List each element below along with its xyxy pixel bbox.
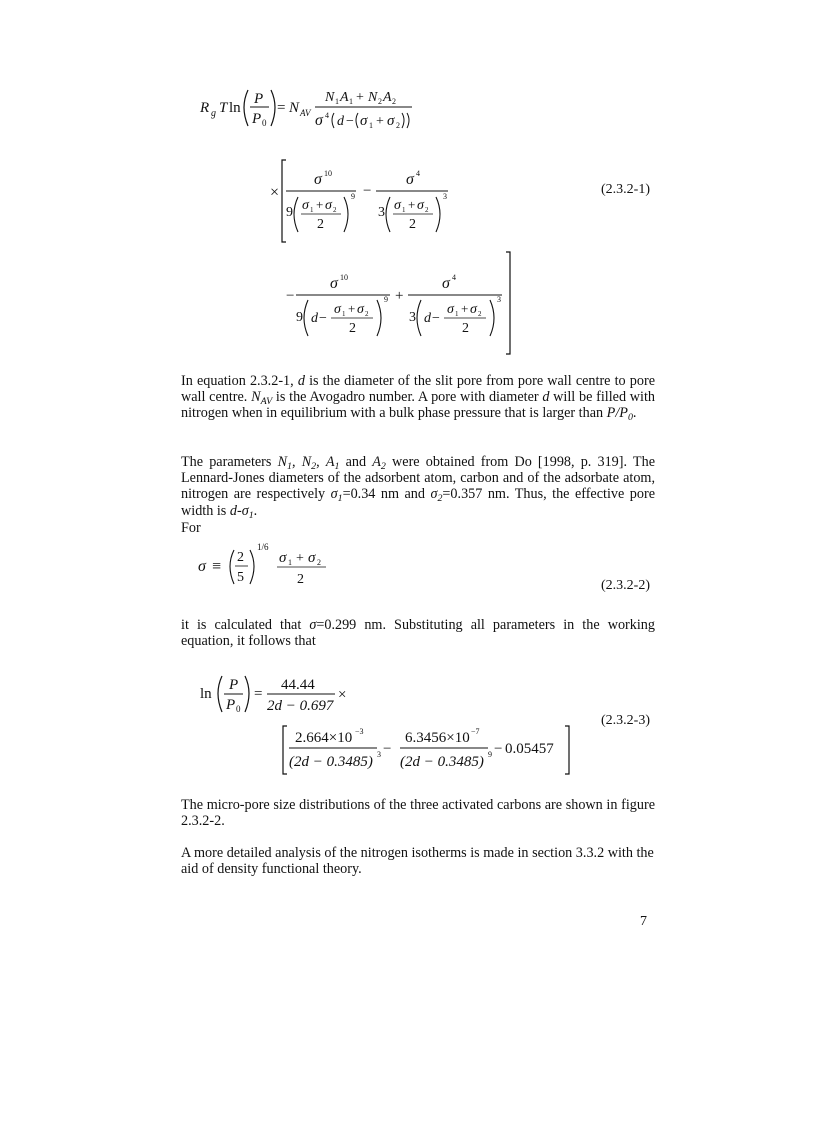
svg-text:A: A [340,90,349,105]
svg-text:d: d [311,311,318,326]
svg-text:+: + [348,301,356,316]
eq1-P0: P [252,111,262,127]
svg-text:×: × [270,184,280,201]
svg-text:+: + [461,301,469,316]
svg-text:−: − [494,741,503,757]
svg-text:σ: σ [447,302,454,317]
svg-text:10: 10 [324,169,332,178]
svg-text:1: 1 [402,206,406,214]
svg-text:σ: σ [417,198,424,213]
svg-text:2: 2 [365,310,369,318]
svg-text:1: 1 [349,97,353,106]
svg-text:σ: σ [360,113,368,129]
svg-text:σ: σ [387,113,395,129]
svg-text:σ: σ [279,550,287,566]
svg-text:−: − [319,311,327,326]
svg-text:1/6: 1/6 [257,542,269,552]
svg-text:+: + [376,114,384,129]
svg-text:+: + [395,288,404,304]
svg-text:N: N [325,90,335,105]
equation-number-1: (2.3.2-1) [601,182,650,197]
svg-text:2: 2 [333,206,337,214]
svg-text:9: 9 [351,192,355,201]
svg-text:d: d [337,114,344,129]
paragraph-1: In equation 2.3.2-1, d is the diameter of the slit pore from pore wall centre to pore wall centre. $N_{AV}$ is the Avogadro number. A pore with diameter d will be filled with nitrogen when in equilibrium with a bulk phase pressure that is larger than $P/P_0$. [181,373,655,424]
svg-text:−: − [432,311,440,326]
eq3-term1-den: (2d − 0.3485) [289,754,373,770]
svg-text:σ: σ [308,550,316,566]
svg-text:3: 3 [497,295,501,304]
svg-text:3: 3 [443,192,447,201]
svg-text:≡: ≡ [212,558,222,575]
svg-text:σ: σ [470,302,477,317]
svg-text:2: 2 [425,206,429,214]
svg-text:1: 1 [310,206,314,214]
svg-text:2: 2 [396,121,400,130]
svg-text:4: 4 [416,169,420,178]
svg-text:5: 5 [237,570,244,585]
paragraph-3: it is calculated that σ=0.299 nm. Substituting all parameters in the working equation, it follows that [181,617,655,650]
svg-text:2: 2 [462,321,469,336]
equation-number-3: (2.3.2-3) [601,713,650,728]
svg-text:2: 2 [409,217,416,232]
svg-text:3: 3 [378,205,385,220]
eq3-constant: 0.05457 [505,741,554,757]
svg-text:2: 2 [297,572,304,587]
svg-text:σ: σ [198,558,206,575]
svg-text:AV: AV [300,108,311,118]
eq1-ln: ln [229,100,241,116]
svg-text:σ: σ [442,275,450,292]
for-label: For [181,520,201,536]
svg-text:σ: σ [302,198,309,213]
eq1-N: N [289,100,300,116]
eq3-term1-num: 2.664×10 [295,730,353,746]
svg-text:−7: −7 [471,727,480,736]
svg-text:0: 0 [262,118,267,128]
paragraph-2: The parameters $N_1$, $N_2$, $A_1$ and $A_2$ were obtained from Do [1998, p. 319]. The Lennard-Jones diameters of the adsorbent atom, carbon and of the adsorbate atom, nitrogen are respectively $\sigma_1=0.34$ nm and $\sigma_2=0.357$ nm. Thus, the effective pore width is $d-\sigma_1$. [181,454,655,521]
svg-text:A: A [383,90,392,105]
svg-text:+: + [356,90,364,105]
svg-text:2: 2 [349,321,356,336]
svg-text:0: 0 [236,704,241,714]
eq1-g: g [211,108,216,119]
svg-text:ln: ln [200,686,212,702]
svg-text:3: 3 [409,310,416,325]
svg-text:N: N [368,90,378,105]
svg-text:σ: σ [334,302,341,317]
svg-text:P: P [229,677,239,693]
svg-text:+: + [316,197,324,212]
svg-text:3: 3 [377,750,381,759]
equation-2-3-2-1 [190,80,530,360]
equation-2-3-2-3 [195,668,585,780]
svg-text:2: 2 [478,310,482,318]
svg-text:σ: σ [314,171,322,188]
svg-text:9: 9 [296,310,303,325]
svg-text:2: 2 [392,97,396,106]
paragraph-4: The micro-pore size distributions of the three activated carbons are shown in figure 2.3.2-2. [181,797,655,830]
svg-text:σ: σ [325,198,332,213]
svg-text:−: − [363,183,372,199]
svg-text:σ: σ [357,302,364,317]
svg-text:4: 4 [325,111,329,120]
eq3-numerator: 44.44 [281,677,315,693]
svg-text:1: 1 [342,310,346,318]
svg-text:1: 1 [455,310,459,318]
svg-text:×: × [338,687,347,703]
svg-text:=: = [254,686,263,702]
eq3-term2-den: (2d − 0.3485) [400,754,484,770]
paragraph-5: A more detailed analysis of the nitrogen isotherms is made in section 3.3.2 with the aid of density functional theory. [181,845,654,878]
svg-text:9: 9 [488,750,492,759]
svg-text:−3: −3 [355,727,364,736]
svg-text:1: 1 [335,97,339,106]
svg-text:σ: σ [330,275,338,292]
eq1-equals: = [277,100,286,116]
svg-text:−: − [286,288,295,304]
svg-text:−: − [383,741,392,757]
svg-text:4: 4 [452,273,456,282]
eq1-T: T [219,100,228,116]
svg-text:+: + [408,197,416,212]
svg-text:d: d [424,311,431,326]
svg-text:9: 9 [384,295,388,304]
svg-text:2: 2 [378,97,382,106]
eq3-denominator: 2d − 0.697 [267,698,334,714]
svg-text:2: 2 [317,558,321,567]
eq1-R: R [200,100,210,116]
svg-text:1: 1 [369,121,373,130]
svg-text:10: 10 [340,273,348,282]
svg-text:σ: σ [315,112,323,129]
svg-text:1: 1 [288,558,292,567]
svg-text:σ: σ [406,171,414,188]
page-number: 7 [640,914,647,929]
svg-text:2: 2 [317,217,324,232]
svg-text:P: P [226,697,236,713]
eq3-term2-num: 6.3456×10 [405,730,470,746]
svg-text:−: − [346,114,354,129]
svg-text:2: 2 [237,550,244,565]
svg-text:+: + [296,551,304,566]
equation-2-3-2-2 [190,536,350,592]
svg-text:σ: σ [394,198,401,213]
svg-text:9: 9 [286,205,293,220]
equation-number-2: (2.3.2-2) [601,578,650,593]
eq1-P: P [254,91,264,107]
